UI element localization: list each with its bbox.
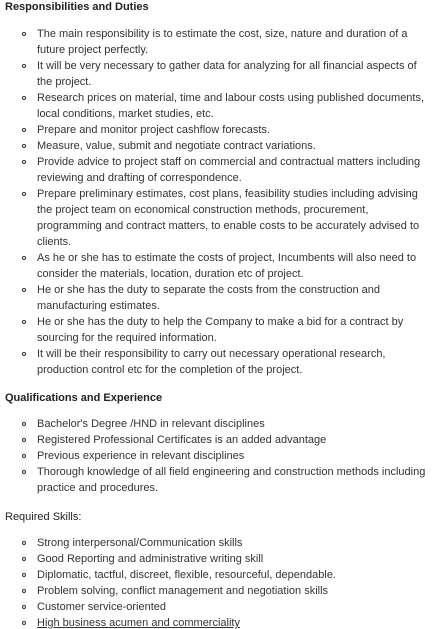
list-item: Measure, value, submit and negotiate contract variations. xyxy=(0,138,437,154)
bullet-icon xyxy=(22,320,26,324)
list-item: He or she has the duty to help the Company to make a bid for a contract by sourcing for the required information. xyxy=(0,314,437,346)
bullet-icon xyxy=(22,64,26,68)
bullet-icon xyxy=(22,160,26,164)
bullet-icon xyxy=(22,288,26,292)
bullet-icon xyxy=(22,589,26,593)
bullet-icon xyxy=(22,470,26,474)
list-item: He or she has the duty to separate the costs from the construction and manufacturing estimates. xyxy=(0,282,437,314)
bullet-icon xyxy=(22,605,26,609)
bullet-icon xyxy=(22,352,26,356)
list-item: Research prices on material, time and labour costs using published documents, local conditions, market studies, etc. xyxy=(0,90,437,122)
list-item: The main responsibility is to estimate the cost, size, nature and duration of a future project perfectly. xyxy=(0,26,437,58)
list-item: Customer service-oriented xyxy=(0,599,437,615)
list-item: Prepare and monitor project cashflow forecasts. xyxy=(0,122,437,138)
bullet-icon xyxy=(22,557,26,561)
bullet-icon xyxy=(22,621,26,625)
skills-list xyxy=(0,535,437,629)
bullet-icon xyxy=(22,541,26,545)
list-item: Thorough knowledge of all field engineering and construction methods including practice and procedures. xyxy=(0,464,437,496)
list-item: Problem solving, conflict management and negotiation skills xyxy=(0,583,437,599)
qualifications-list xyxy=(0,416,437,496)
list-item: Provide advice to project staff on commercial and contractual matters including reviewing and drafting of correspondence. xyxy=(0,154,437,186)
list-item: It will be very necessary to gather data for analyzing for all financial aspects of the project. xyxy=(0,58,437,90)
list-item: Good Reporting and administrative writing skill xyxy=(0,551,437,567)
bullet-icon xyxy=(22,96,26,100)
list-item: Prepare preliminary estimates, cost plans, feasibility studies including advising the project team on economical construction methods, procurement, programming and contract matters, to enable costs to be accurately advised to clients. xyxy=(0,186,437,250)
list-item: Strong interpersonal/Communication skills xyxy=(0,535,437,551)
bullet-icon xyxy=(22,454,26,458)
bullet-icon xyxy=(22,256,26,260)
list-item: Diplomatic, tactful, discreet, flexible, resourceful, dependable. xyxy=(0,567,437,583)
bullet-icon xyxy=(22,573,26,577)
list-item: Registered Professional Certificates is an added advantage xyxy=(0,432,437,448)
bullet-icon xyxy=(22,438,26,442)
responsibilities-list xyxy=(0,26,437,378)
bullet-icon xyxy=(22,192,26,196)
list-item: High business acumen and commerciality xyxy=(0,615,437,629)
section-heading-qualifications: Qualifications and Experience xyxy=(5,392,163,404)
list-item: Previous experience in relevant disciplines xyxy=(0,448,437,464)
bullet-icon xyxy=(22,128,26,132)
list-item: It will be their responsibility to carry out necessary operational research, production control etc for the completion of the project. xyxy=(0,346,437,378)
section-heading-required-skills: Required Skills: xyxy=(5,511,82,523)
section-heading-responsibilities: Responsibilities and Duties xyxy=(5,1,149,13)
list-item: As he or she has to estimate the costs of project, Incumbents will also need to consider the materials, location, duration etc of project. xyxy=(0,250,437,282)
bullet-icon xyxy=(22,32,26,36)
bullet-icon xyxy=(22,422,26,426)
list-item: Bachelor's Degree /HND in relevant disciplines xyxy=(0,416,437,432)
bullet-icon xyxy=(22,144,26,148)
